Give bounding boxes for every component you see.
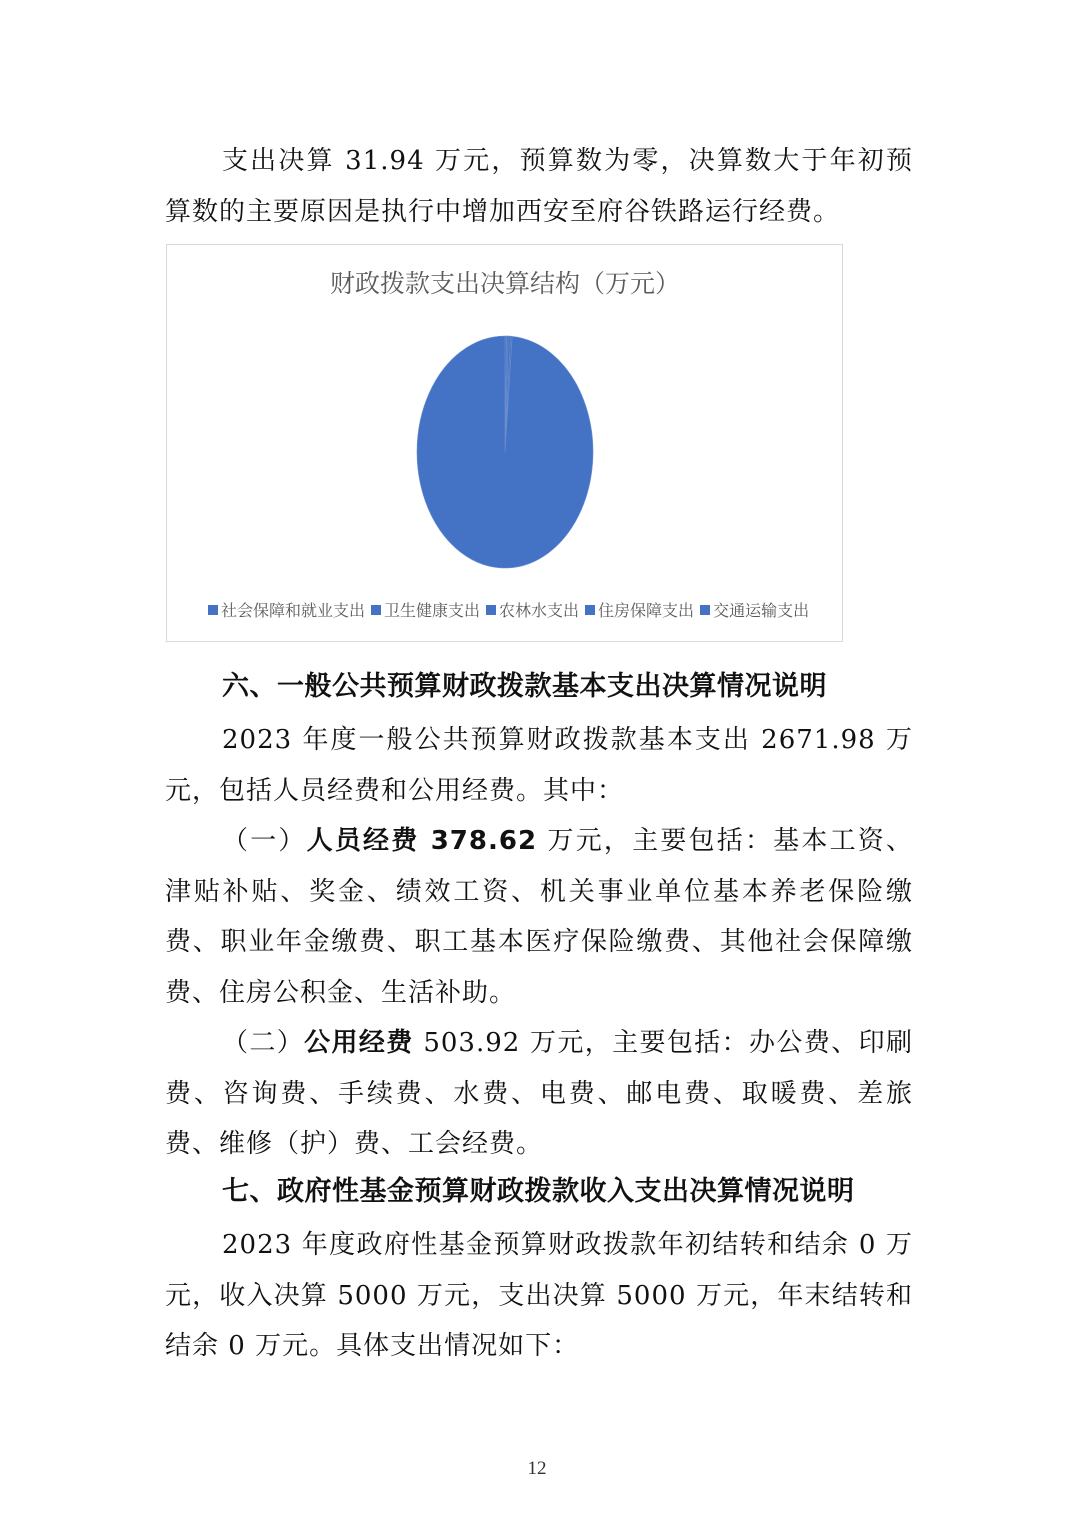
legend-item-4 [585,598,694,621]
page-number: 12 [527,1458,547,1479]
section-7-heading: 七、政府性基金预算财政拨款收入支出决算情况说明 [222,1176,855,1207]
paragraph-public-expenses [165,1018,913,1170]
legend-swatch [486,605,496,615]
legend-item-3 [486,598,579,621]
personnel-detail: 万元，主要包括：基本工资、津贴补贴、奖金、绩效工资、机关事业单位基本养老保险缴费、职业年金缴费、职工基本医疗保险缴费、其他社会保障缴费、住房公积金、生活补助。 [165,826,913,1008]
public-bold-label: 公用经费 [304,1028,414,1058]
legend-item-5 [700,598,809,621]
public-detail: 503.92 万元，主要包括：办公费、印刷费、咨询费、手续费、水费、电费、邮电费、取暖费、差旅费、维修（护）费、工会经费。 [165,1028,913,1159]
section-6-heading: 六、一般公共预算财政拨款基本支出决算情况说明 [222,671,827,702]
legend-swatch [700,605,710,615]
legend-label: 卫生健康支出 [384,601,481,620]
personnel-bold-label: 人员经费 378.62 [306,826,538,856]
chart-title: 财政拨款支出决算结构（万元） [329,269,680,298]
pie-slice-5 [417,336,593,568]
legend-item-2 [371,598,480,621]
pie-slices [417,336,593,568]
legend-label: 社会保障和就业支出 [221,601,366,620]
paragraph-fund-budget: 2023 年度政府性基金预算财政拨款年初结转和结余 0 万元，收入决算 5000 万元，支出决算 5000 万元，年末结转和结余 0 万元。具体支出情况如下： [165,1230,913,1361]
legend-label: 住房保障支出 [598,601,695,620]
public-prefix: （二） [222,1028,305,1058]
legend-label: 农林水支出 [499,601,580,620]
legend-swatch [371,605,381,615]
personnel-prefix: （一） [222,826,307,856]
paragraph-personnel-expenses [165,816,913,1018]
legend-swatch [208,605,218,615]
chart-legend [208,598,809,621]
legend-label: 交通运输支出 [713,601,810,620]
paragraph-expenditure-note: 支出决算 31.94 万元，预算数为零，决算数大于年初预算数的主要原因是执行中增加西安至府谷铁路运行经费。 [165,146,913,227]
legend-item-1 [208,598,365,621]
paragraph-basic-expenditure: 2023 年度一般公共预算财政拨款基本支出 2671.98 万元，包括人员经费和公用经费。其中： [165,725,913,806]
legend-swatch [585,605,595,615]
